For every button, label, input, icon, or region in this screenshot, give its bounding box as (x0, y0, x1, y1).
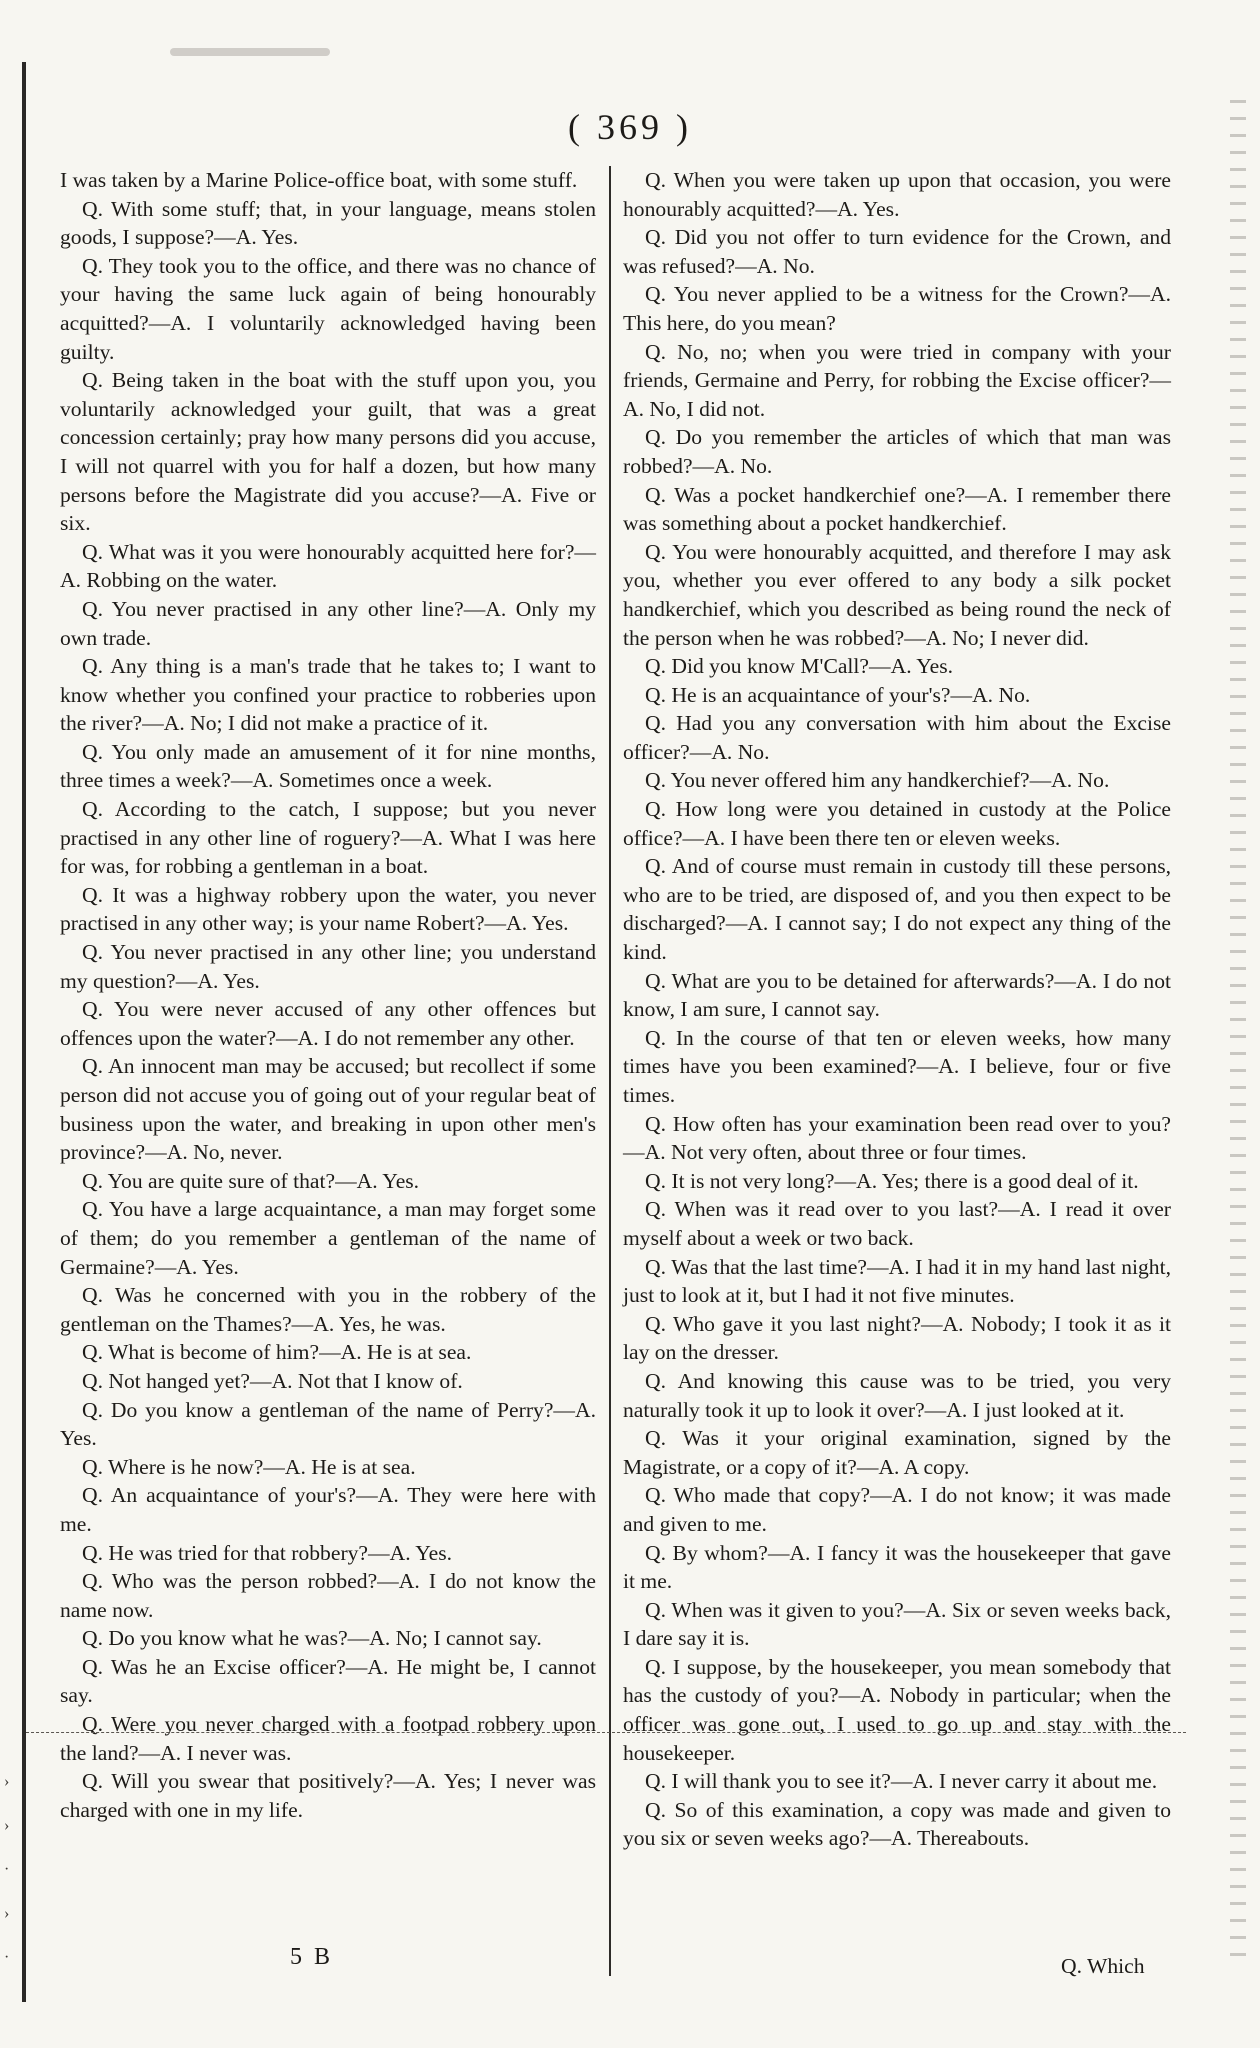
paragraph: Q. Was that the last time?—A. I had it in my hand last night, just to look at it, but I had it not five minutes. (623, 1254, 1171, 1308)
paragraph: Q. What are you to be detained for afterwards?—A. I do not know, I am sure, I cannot say. (623, 968, 1171, 1022)
paragraph: Q. Do you remember the articles of which that man was robbed?—A. No. (623, 425, 1171, 478)
paragraph: Q. Did you know M'Call?—A. Yes. (645, 654, 954, 679)
paragraph: Q. I suppose, by the housekeeper, you mean somebody that has the custody of you?—A. Nobody in particular; when the officer was gone out, I used to go up and stay with the housekeeper. (623, 1654, 1171, 1765)
paragraph: Q. Was he concerned with you in the robbery of the gentleman on the Thames?—A. Yes, he was. (60, 1283, 596, 1336)
paragraph: Q. Had you any conversation with him about the Excise officer?—A. No. (623, 711, 1171, 764)
paragraph: Q. According to the catch, I suppose; but you never practised in any other line of roguery?—A. What I was here for was, for robbing a gentleman in a boat. (60, 797, 596, 879)
paragraph: Q. Who was the person robbed?—A. I do not know the name now. (60, 1569, 596, 1622)
paragraph: Q. When was it read over to you last?—A. I read it over myself about a week or two back. (623, 1197, 1171, 1250)
paragraph: Q. Was it your original examination, signed by the Magistrate, or a copy of it?—A. A copy. (623, 1426, 1171, 1479)
paragraph: Q. You never offered him any handkerchief?—A. No. (645, 768, 1110, 793)
paragraph: Q. What is become of him?—A. He is at sea. (82, 1340, 472, 1365)
paragraph: Q. You have a large acquaintance, a man may forget some of them; do you remember a gentleman of the name of Germaine?—A. Yes. (60, 1197, 596, 1279)
paragraph: Q. Not hanged yet?—A. Not that I know of. (82, 1368, 463, 1393)
paragraph: Q. When was it given to you?—A. Six or seven weeks back, I dare say it is. (623, 1597, 1171, 1651)
paragraph: Q. Was he an Excise officer?—A. He might be, I cannot say. (60, 1654, 596, 1708)
paragraph: Q. It is not very long?—A. Yes; there is a good deal of it. (645, 1168, 1139, 1193)
paragraph: Q. Any thing is a man's trade that he takes to; I want to know whether you confined your practice to robberies upon the river?—A. No; I did not make a practice of it. (60, 654, 596, 736)
left-column-text (60, 166, 596, 1824)
ink-smudge (170, 48, 330, 56)
paragraph: Q. With some stuff; that, in your language, means stolen goods, I suppose?—A. Yes. (60, 196, 596, 250)
page-number: ( 369 ) (568, 107, 692, 147)
paragraph: Q. You were never accused of any other offences but offences upon the water?—A. I do not remember any other. (60, 997, 596, 1050)
paragraph: Q. By whom?—A. I fancy it was the housekeeper that gave it me. (623, 1540, 1171, 1594)
paragraph: Q. Did you not offer to turn evidence for the Crown, and was refused?—A. No. (623, 225, 1171, 278)
fold-line (26, 1732, 1186, 1734)
paragraph: Q. And knowing this cause was to be tried, you very naturally took it up to look it over?—A. I just looked at it. (623, 1368, 1171, 1422)
paragraph: Q. They took you to the office, and there was no chance of your having the same luck again of being honourably acquitted?—A. I voluntarily acknowledged having been guilty. (60, 253, 596, 364)
paragraph: Q. He is an acquaintance of your's?—A. No. (645, 682, 1031, 707)
paragraph: Q. He was tried for that robbery?—A. Yes. (82, 1540, 453, 1565)
paragraph: Q. An innocent man may be accused; but recollect if some person did not accuse you of going out of your regular beat of business upon the water, and breaking in upon other men's province?—A. No, never. (60, 1054, 596, 1165)
page-edge-speckle (1230, 100, 1246, 1970)
paragraph: Q. You never applied to be a witness for the Crown?—A. This here, do you mean? (623, 282, 1171, 335)
paragraph: Q. An acquaintance of your's?—A. They were here with me. (60, 1483, 596, 1536)
catchword: Q. Which (1061, 1954, 1145, 1978)
paragraph: Q. Do you know a gentleman of the name of Perry?—A. Yes. (60, 1397, 596, 1451)
paragraph: I was taken by a Marine Police-office boat, with some stuff. (60, 168, 578, 192)
right-column-text (623, 166, 1171, 1853)
paragraph: Q. I will thank you to see it?—A. I never carry it about me. (645, 1769, 1158, 1794)
paragraph: Q. When you were taken up upon that occasion, you were honourably acquitted?—A. Yes. (623, 168, 1171, 221)
paragraph: Q. In the course of that ten or eleven weeks, how many times have you been examined?—A. I believe, four or five times. (623, 1025, 1171, 1107)
paragraph: Q. So of this examination, a copy was made and given to you six or seven weeks ago?—A. Thereabouts. (623, 1797, 1171, 1851)
paragraph: Q. What was it you were honourably acquitted here for?—A. Robbing on the water. (60, 539, 596, 593)
paragraph: Q. Was a pocket handkerchief one?—A. I remember there was something about a pocket handkerchief. (623, 482, 1171, 536)
page-edge-rule (22, 62, 26, 2002)
paragraph: Q. And of course must remain in custody till these persons, who are to be tried, are disposed of, and you then expect to be discharged?—A. I cannot say; I do not expect any thing of the kind. (623, 854, 1171, 965)
paragraph: Q. Will you swear that positively?—A. Yes; I never was charged with one in my life. (60, 1769, 596, 1822)
paragraph: Q. Where is he now?—A. He is at sea. (82, 1454, 416, 1479)
paragraph: Q. How long were you detained in custody at the Police office?—A. I have been there ten or eleven weeks. (623, 797, 1171, 850)
paragraph: Q. You were honourably acquitted, and therefore I may ask you, whether you ever offered to any body a silk pocket handkerchief, which you described as being round the neck of the person when he was robbed?—A. No; I never did. (623, 539, 1171, 650)
paragraph: Q. How often has your examination been read over to you?—A. Not very often, about three or four times. (623, 1111, 1171, 1165)
paragraph: Q. Do you know what he was?—A. No; I cannot say. (82, 1626, 542, 1651)
paragraph: Q. You never practised in any other line; you understand my question?—A. Yes. (60, 940, 596, 993)
paragraph: Q. It was a highway robbery upon the water, you never practised in any other way; is your name Robert?—A. Yes. (60, 882, 596, 936)
paragraph: Q. You only made an amusement of it for nine months, three times a week?—A. Sometimes once a week. (60, 739, 596, 793)
paragraph: Q. Who gave it you last night?—A. Nobody; I took it as it lay on the dresser. (623, 1311, 1171, 1365)
paragraph: Q. No, no; when you were tried in company with your friends, Germaine and Perry, for robbing the Excise officer?—A. No, I did not. (623, 339, 1171, 421)
printer-signature-mark: 5 B (290, 1944, 334, 1970)
paragraph: Q. Were you never charged with a footpad robbery upon the land?—A. I never was. (60, 1712, 596, 1765)
paragraph: Q. You are quite sure of that?—A. Yes. (82, 1168, 420, 1193)
paragraph: Q. Being taken in the boat with the stuff upon you, you voluntarily acknowledged your guilt, that was a great concession certainly; pray how many persons did you accuse, I will not quarrel with you for half a dozen, but how many persons before the Magistrate did you accuse?—A. Five or six. (60, 368, 596, 536)
column-divider (609, 166, 611, 1976)
margin-marks: › › · › · (4, 1773, 10, 1966)
paragraph: Q. Who made that copy?—A. I do not know; it was made and given to me. (623, 1483, 1171, 1536)
paragraph: Q. You never practised in any other line?—A. Only my own trade. (60, 596, 596, 650)
